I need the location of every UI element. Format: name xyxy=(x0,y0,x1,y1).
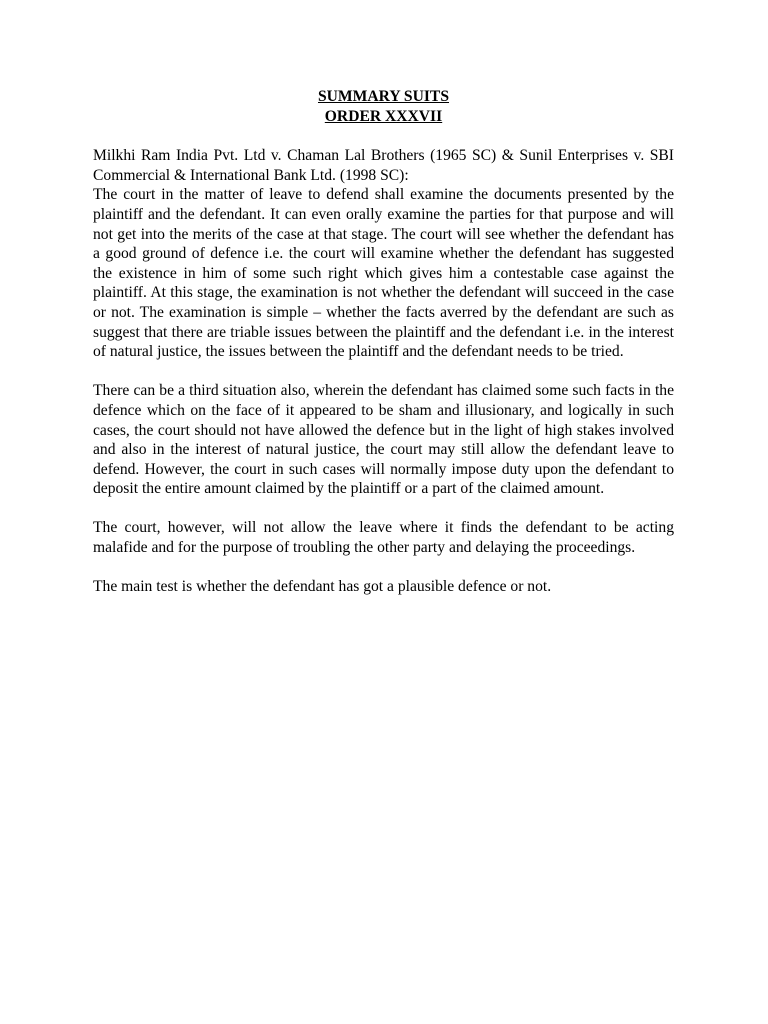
paragraph-third-situation: There can be a third situation also, wherein the defendant has claimed some such facts in the defence which on the face of it appeared to be sham and illusionary, and logically in such cases, the court should not have allowed the defence but in the light of high stakes involved and also in the interest of natural justice, the court may still allow the defendant leave to defend. However, the court in such cases will normally impose duty upon the defendant to deposit the entire amount claimed by the plaintiff or a part of the claimed amount. xyxy=(93,382,674,498)
document-subtitle: ORDER XXXVII xyxy=(324,107,443,125)
case-citation: Milkhi Ram India Pvt. Ltd v. Chaman Lal Brothers (1965 SC) & Sunil Enterprises v. SBI Commercial & International Bank Ltd. (1998 SC): xyxy=(93,147,674,184)
paragraph-leave-to-defend: The court in the matter of leave to defend shall examine the documents presented by the plaintiff and the defendant. It can even orally examine the parties for that purpose and will not get into the merits of the case at that stage. The court will see whether the defendant has a good ground of defence i.e. the court will examine whether the defendant has suggested the existence in him of some such right which gives him a contestable case against the plaintiff. At this stage, the examination is not whether the defendant will succeed in the case or not. The examination is simple – whether the facts averred by the defendant are such as suggest that there are triable issues between the plaintiff and the defendant i.e. in the interest of natural justice, the issues between the plaintiff and the defendant needs to be tried. xyxy=(93,186,674,361)
paragraph-malafide: The court, however, will not allow the leave where it finds the defendant to be acting malafide and for the purpose of troubling the other party and delaying the proceedings. xyxy=(93,519,674,557)
heading-block xyxy=(93,87,674,126)
paragraph-main-test: The main test is whether the defendant has got a plausible defence or not. xyxy=(93,578,552,596)
document-page xyxy=(93,87,674,597)
document-title: SUMMARY SUITS xyxy=(317,88,449,105)
